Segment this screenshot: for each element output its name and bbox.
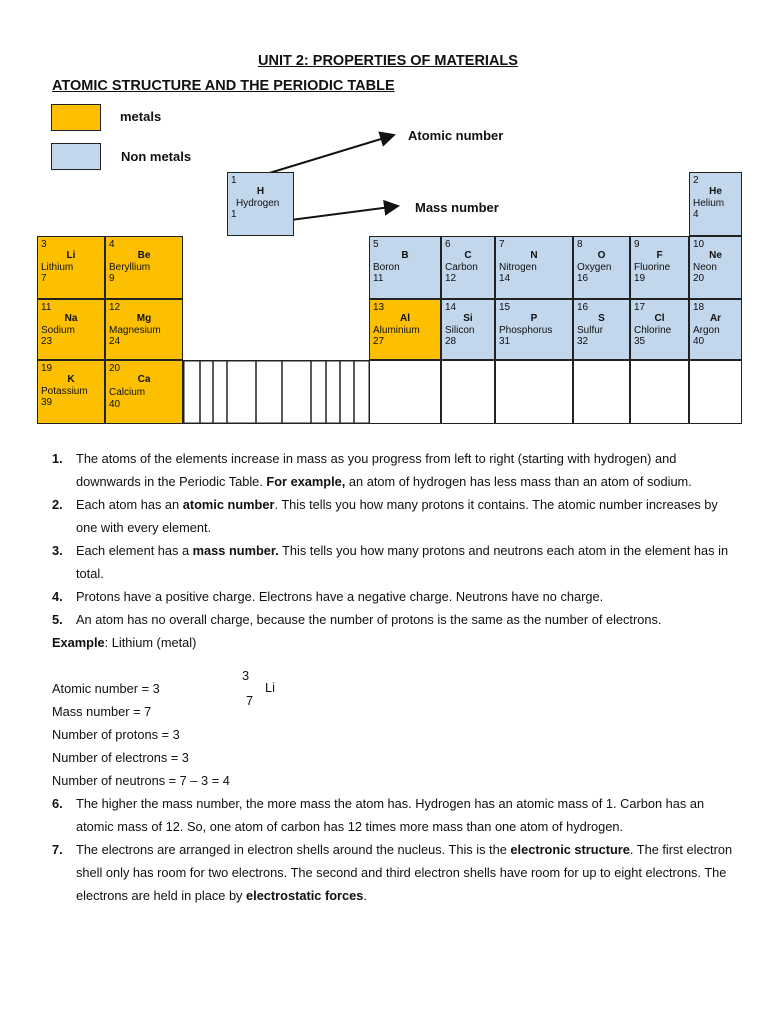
- empty-cell: [689, 360, 742, 424]
- element-name: Calcium: [109, 387, 146, 398]
- item-text: The atoms of the elements increase in mass as you progress from left to right (starting with hydrogen) and downwards in the Periodic Table.: [76, 451, 677, 489]
- mass-number: 23: [41, 336, 53, 347]
- mass-number: 28: [445, 336, 457, 347]
- element-symbol: Ca: [137, 374, 151, 385]
- element-name: Beryllium: [109, 262, 151, 273]
- element-cell-helium: [689, 172, 742, 236]
- atomic-number: 9: [634, 239, 640, 250]
- element-symbol: Al: [400, 313, 410, 324]
- list-item: [52, 585, 742, 608]
- empty-cell: [441, 360, 495, 424]
- element-symbol: Be: [137, 250, 151, 261]
- item-bold-text: electrostatic forces: [246, 888, 364, 903]
- element-name: Potassium: [41, 386, 88, 397]
- item-bold-text: electronic structure: [510, 842, 630, 857]
- element-cell-calcium: [105, 360, 183, 424]
- key-arrows: [0, 0, 768, 240]
- element-name: Sulfur: [577, 325, 604, 336]
- mass-number: 9: [109, 273, 115, 284]
- empty-cell: [369, 360, 441, 424]
- atomic-number: 5: [373, 239, 379, 250]
- atomic-number: 1: [231, 175, 237, 186]
- element-cell-sulfur: [573, 299, 630, 360]
- atomic-number: 17: [634, 302, 646, 313]
- mass-number: 4: [693, 209, 699, 220]
- example-line: Mass number = 7: [52, 704, 152, 719]
- mass-number: 35: [634, 336, 646, 347]
- mass-number: 39: [41, 397, 53, 408]
- element-symbol: Mg: [136, 313, 152, 324]
- element-cell-lithium: [37, 236, 105, 299]
- mass-number-label: Mass number: [415, 200, 499, 215]
- mass-number: 16: [577, 273, 589, 284]
- list-item: [52, 608, 742, 631]
- atomic-number: 13: [373, 302, 385, 313]
- item-text: an atom of hydrogen has less mass than an atom of sodium.: [345, 474, 692, 489]
- empty-cell: [573, 360, 630, 424]
- atomic-number-label: Atomic number: [408, 128, 504, 143]
- element-symbol: F: [656, 250, 663, 261]
- element-symbol: O: [597, 250, 606, 261]
- element-cell-nitrogen: [495, 236, 573, 299]
- list-item: [52, 493, 742, 539]
- element-cell-hydrogen: [227, 172, 294, 236]
- element-cell-sodium: [37, 299, 105, 360]
- atomic-number: 11: [41, 302, 52, 313]
- atomic-number: 8: [577, 239, 583, 250]
- element-name: Aluminium: [373, 325, 420, 336]
- element-symbol: S: [598, 313, 605, 324]
- element-name: Silicon: [445, 325, 475, 336]
- example-line: Number of electrons = 3: [52, 750, 189, 765]
- item-number: 5.: [52, 612, 63, 627]
- element-symbol: Ne: [709, 250, 722, 261]
- element-cell-magnesium: [105, 299, 183, 360]
- item-number: 7.: [52, 842, 63, 857]
- element-cell-beryllium: [105, 236, 183, 299]
- mass-number: 40: [693, 336, 705, 347]
- element-name: Neon: [693, 262, 717, 273]
- item-text: The electrons are arranged in electron shells around the nucleus. This is the: [76, 842, 511, 857]
- list-item: [52, 447, 742, 493]
- mass-number: 7: [41, 273, 47, 284]
- element-cell-boron: [369, 236, 441, 299]
- atomic-number: 6: [445, 239, 451, 250]
- element-name: Oxygen: [577, 262, 612, 273]
- element-symbol: Cl: [654, 313, 665, 324]
- element-cell-phosphorus: [495, 299, 573, 360]
- legend-nonmetals-label: Non metals: [121, 149, 192, 164]
- element-symbol: B: [401, 250, 409, 261]
- notation-bottom-number: 7: [246, 693, 254, 708]
- list-item: [52, 539, 742, 585]
- mass-number: 40: [109, 399, 121, 410]
- atomic-number: 14: [445, 302, 457, 313]
- example-line: Number of neutrons = 7 – 3 = 4: [52, 773, 230, 788]
- list-item: [52, 838, 742, 907]
- mass-number: 27: [373, 336, 385, 347]
- element-cell-oxygen: [573, 236, 630, 299]
- legend-metals-label: metals: [120, 109, 162, 124]
- notation-symbol: Li: [265, 680, 275, 695]
- element-symbol: Li: [66, 250, 76, 261]
- item-text: Each element has a: [76, 543, 193, 558]
- element-cell-chlorine: [630, 299, 689, 360]
- element-name: Magnesium: [109, 325, 161, 336]
- element-symbol: Ar: [709, 313, 722, 324]
- element-cell-potassium: [37, 360, 105, 424]
- example-line: Atomic number = 3: [52, 681, 160, 696]
- notation-top-number: 3: [242, 668, 250, 683]
- mass-number: 20: [693, 273, 705, 284]
- example-text: : Lithium (metal): [104, 635, 197, 650]
- example-heading: [52, 631, 742, 654]
- element-name: Hydrogen: [236, 198, 280, 209]
- element-name: Boron: [373, 262, 400, 273]
- element-symbol: He: [709, 186, 722, 197]
- element-name: Sodium: [41, 325, 75, 336]
- element-name: Helium: [693, 198, 725, 209]
- item-number: 2.: [52, 497, 63, 512]
- atomic-number: 7: [499, 239, 505, 250]
- item-number: 1.: [52, 451, 63, 466]
- empty-cell: [630, 360, 689, 424]
- element-name: Carbon: [445, 262, 478, 273]
- item-text: An atom has no overall charge, because the number of protons is the same as the number of electrons.: [76, 612, 662, 627]
- mass-number: 11: [373, 273, 384, 284]
- atomic-number: 2: [693, 175, 699, 186]
- item-text: This tells you how many protons and neutrons each atom in the element has in total.: [76, 543, 729, 581]
- example-line: Number of protons = 3: [52, 727, 180, 742]
- element-name: Argon: [693, 325, 720, 336]
- element-cell-fluorine: [630, 236, 689, 299]
- element-symbol: Na: [64, 313, 78, 324]
- empty-cell: [495, 360, 573, 424]
- atomic-number: 15: [499, 302, 511, 313]
- element-cell-argon: [689, 299, 742, 360]
- item-bold-text: mass number.: [192, 543, 279, 558]
- element-cell-carbon: [441, 236, 495, 299]
- element-name: Phosphorus: [499, 325, 553, 336]
- mass-number: 19: [634, 273, 646, 284]
- item-number: 4.: [52, 589, 63, 604]
- section-subtitle: ATOMIC STRUCTURE AND THE PERIODIC TABLE: [52, 78, 395, 94]
- item-bold-text: atomic number: [182, 497, 275, 512]
- example-label: Example: [52, 635, 105, 650]
- atomic-number: 19: [41, 363, 53, 374]
- atomic-number: 16: [577, 302, 589, 313]
- item-text: The higher the mass number, the more mass the atom has. Hydrogen has an atomic mass of 1. Carbon has an atomic mass of 12. So, one atom of carbon has 12 times more mass than one atom of hydrogen.: [76, 796, 705, 834]
- element-name: Nitrogen: [499, 262, 537, 273]
- atomic-number: 3: [41, 239, 47, 250]
- atomic-number: 4: [109, 239, 115, 250]
- element-symbol: K: [67, 374, 75, 385]
- list-item: [52, 792, 742, 838]
- element-symbol: P: [530, 313, 538, 324]
- atomic-number: 12: [109, 302, 121, 313]
- element-cell-aluminium: [369, 299, 441, 360]
- element-symbol: H: [256, 186, 265, 197]
- page-title: UNIT 2: PROPERTIES OF MATERIALS: [258, 53, 518, 69]
- element-symbol: C: [464, 250, 472, 261]
- item-number: 6.: [52, 796, 63, 811]
- mass-number: 1: [231, 209, 237, 220]
- atomic-number: 18: [693, 302, 705, 313]
- item-text: Each atom has an: [76, 497, 183, 512]
- item-text: . The first electron shell only has room for two electrons. The second and third electron shells have room for up to eight electrons. The electrons are held in place by: [76, 842, 733, 903]
- item-text: . This tells you how many protons it contains. The atomic number increases by one with every element.: [76, 497, 718, 535]
- item-text: Protons have a positive charge. Electrons have a negative charge. Neutrons have no charge.: [76, 589, 604, 604]
- element-name: Fluorine: [634, 262, 671, 273]
- element-symbol: Si: [463, 313, 473, 324]
- element-name: Chlorine: [634, 325, 672, 336]
- mass-number: 24: [109, 336, 121, 347]
- element-cell-silicon: [441, 299, 495, 360]
- mass-number: 12: [445, 273, 457, 284]
- item-text: .: [363, 888, 367, 903]
- notes-list: [52, 447, 742, 907]
- atomic-number: 20: [109, 363, 121, 374]
- item-bold-text: For example,: [266, 474, 346, 489]
- atomic-number: 10: [693, 239, 705, 250]
- transition-metals-empty-cells: [183, 360, 370, 424]
- mass-number: 14: [499, 273, 511, 284]
- mass-number: 31: [499, 336, 511, 347]
- element-symbol: N: [530, 250, 538, 261]
- item-number: 3.: [52, 543, 63, 558]
- element-name: Lithium: [41, 262, 74, 273]
- element-cell-neon: [689, 236, 742, 299]
- mass-number: 32: [577, 336, 589, 347]
